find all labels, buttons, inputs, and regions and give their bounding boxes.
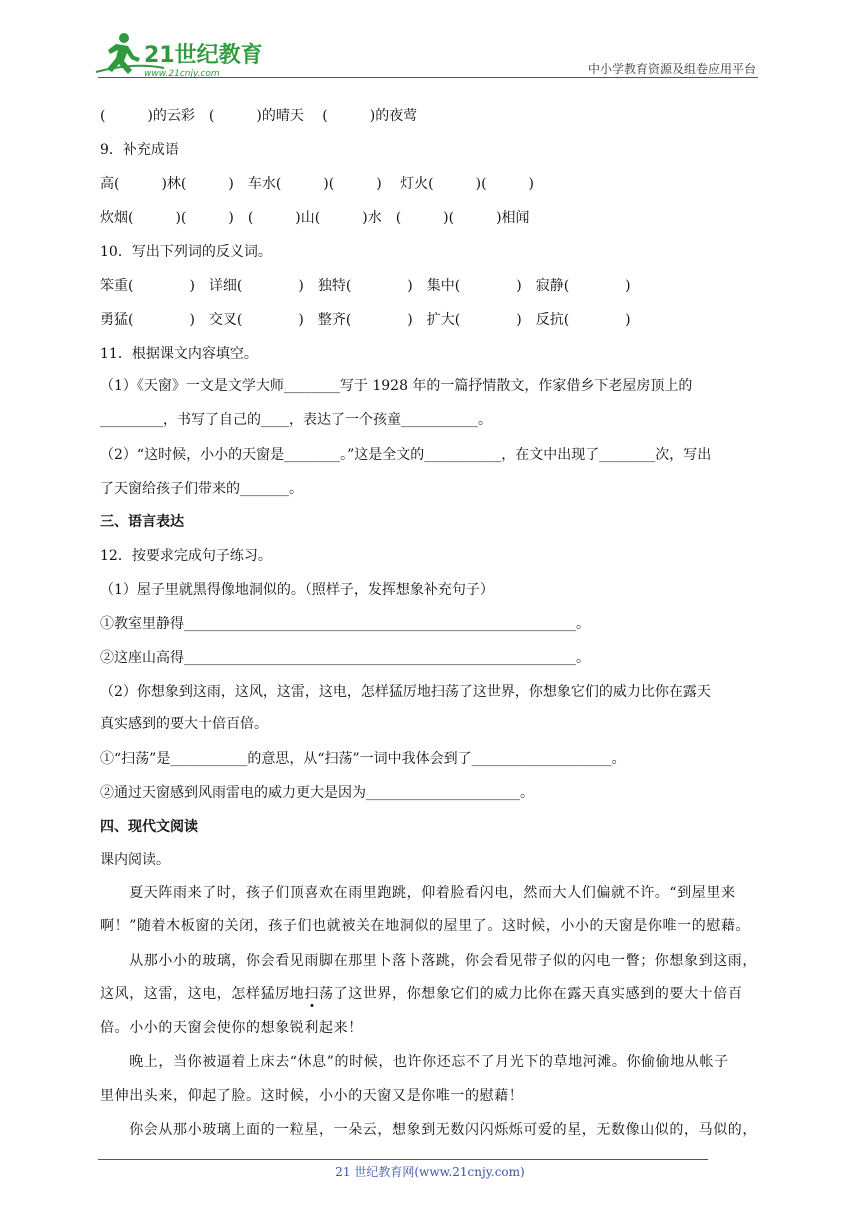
question-heading: 12．按要求完成句子练习。	[100, 548, 272, 564]
sub-question: 真实感到的要大十倍百倍。	[100, 716, 268, 732]
passage-line: 晚上，当你被逼着上床去“休息”的时候，也许你还忘不了月光下的草地河滩。你偷偷地从帐子	[100, 1054, 729, 1070]
passage-line: 从那小小的玻璃，你会看见雨脚在那里卜落卜落跳，你会看见带子似的闪电一瞥；你想象到这雨，	[100, 953, 757, 969]
header-platform-text: 中小学教育资源及组卷应用平台	[587, 62, 756, 76]
blank-line: 笨重( ) 详细( ) 独特( ) 集中( ) 寂静( )	[100, 278, 631, 294]
section-title: 三、语言表达	[100, 514, 184, 530]
logo-main-text: 21世纪教育	[144, 43, 263, 68]
fill-blank-text: _________，书写了自己的____，表达了一个孩童___________。	[100, 412, 492, 428]
logo-sub-text: www.21cnjy.com	[144, 69, 220, 79]
fill-blank-text: ②这座山高得________________________________________________________。	[100, 650, 590, 666]
blank-line: 炊烟( )( ) ( )山( )水 ( )( )相闻	[100, 210, 530, 226]
fill-blank-text: 了天窗给孩子们带来的_______。	[100, 481, 303, 497]
fill-blank-text: （1）《天窗》一文是文学大师________写于 1928 年的一篇抒情散文，作家借乡下老屋房顶上的	[100, 378, 693, 394]
passage-line: 夏天阵雨来了时，孩子们顶喜欢在雨里跑跳，仰着脸看闪电，然而大人们偏就不许。“到屋里来	[100, 885, 736, 901]
logo	[94, 28, 264, 82]
question-heading: 9．补充成语	[100, 142, 179, 158]
sub-question: （2）你想象到这雨，这风，这雷，这电，怎样猛厉地扫荡了这世界，你想象它们的威力比你在露天	[100, 684, 711, 700]
blank-line: 高( )林( ) 车水( )( ) 灯火( )( )	[100, 176, 534, 192]
passage-line: 啊！”随着木板窗的关闭，孩子们也就被关在地洞似的屋里了。这时候，小小的天窗是你唯一的慰藉。	[100, 918, 751, 934]
passage-line: 里伸出头来，仰起了脸。这时候，小小的天窗又是你唯一的慰藉！	[100, 1088, 524, 1104]
passage-segment: 这风，这雷，这电，怎样猛厉地	[100, 986, 305, 1002]
passage-line: 你会从那小玻璃上面的一粒星，一朵云，想象到无数闪闪烁烁可爱的星，无数像山似的，马似的，	[100, 1122, 757, 1138]
passage-line: 倍。小小的天窗会使你的想象锐利起来！	[100, 1020, 363, 1036]
question-heading: 11．根据课文内容填空。	[100, 346, 258, 362]
blank-line: ( )的云彩 ( )的晴天 ( )的夜莺	[100, 108, 418, 124]
page-header	[0, 0, 860, 80]
fill-blank-text: ①教室里静得________________________________________________________。	[100, 616, 590, 632]
passage-line	[100, 984, 742, 1004]
footer-text: 21 世纪教育网(www.21cnjy.com)	[335, 1165, 525, 1179]
blank-line: 勇猛( ) 交叉( ) 整齐( ) 扩大( ) 反抗( )	[100, 312, 631, 328]
passage-segment: 荡	[319, 986, 334, 1002]
footer-divider	[98, 1159, 708, 1160]
sub-question: （1）屋子里就黑得像地洞似的。（照样子，发挥想象补充句子）	[100, 582, 494, 598]
fill-blank-text: ②通过天窗感到风雨雷电的威力更大是因为______________________。	[100, 785, 534, 801]
emphasis-char: 扫	[304, 986, 320, 1002]
section-title: 四、现代文阅读	[100, 819, 198, 835]
fill-blank-text: ①“扫荡”是___________的意思，从“扫荡”一词中我体会到了____________________。	[100, 751, 626, 767]
fill-blank-text: （2）“这时候，小小的天窗是________。”这是全文的___________，在文中出现了________次，写出	[100, 447, 712, 463]
reading-label: 课内阅读。	[100, 852, 170, 868]
header-divider	[98, 77, 758, 78]
passage-segment: 了这世界，你想象它们的威力比你在露天真实感到的要大十倍百	[333, 986, 743, 1002]
question-heading: 10．写出下列词的反义词。	[100, 244, 272, 260]
